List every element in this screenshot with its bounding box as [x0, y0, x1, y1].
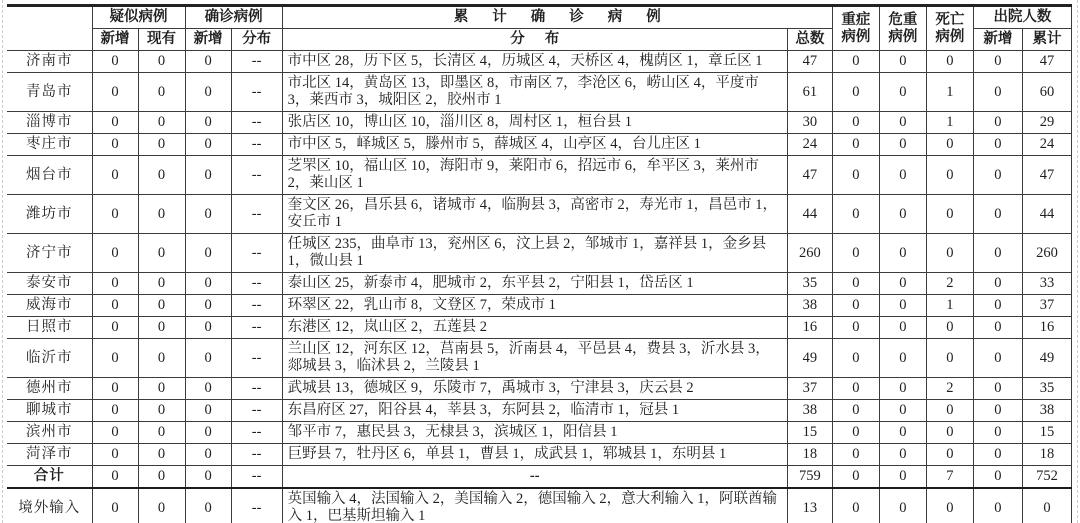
severe-cases-cell: 0	[832, 51, 879, 73]
critical-cases-cell: 0	[879, 317, 926, 339]
table-row	[7, 295, 1072, 317]
confirmed-new-cell: 0	[185, 273, 231, 295]
death-cases-cell: 0	[926, 317, 973, 339]
suspected-current-cell: 0	[138, 295, 185, 317]
cumulative-total-cell: 38	[787, 295, 832, 317]
cumulative-distribution-cell: 芝罘区 10，福山区 10，海阳市 9，莱阳市 6，招远市 6，牟平区 3，莱州市 2，莱山区 1	[282, 156, 787, 195]
suspected-current-cell: 0	[138, 134, 185, 156]
suspected-current-cell: 0	[138, 273, 185, 295]
death-cases-cell: 0	[926, 156, 973, 195]
table-body	[7, 51, 1072, 523]
severe-cases-cell: 0	[832, 317, 879, 339]
confirmed-distribution-cell: --	[231, 273, 282, 295]
cumulative-distribution-cell: 兰山区 12，河东区 12，莒南县 5，沂南县 4，平邑县 4，费县 3，沂水县 3，郯城县 3，临沭县 2，兰陵县 1	[282, 339, 787, 378]
suspected-new-cell: 0	[92, 134, 138, 156]
severe-cases-cell: 0	[832, 400, 879, 422]
confirmed-distribution-cell: --	[231, 488, 282, 523]
suspected-new-cell: 0	[92, 317, 138, 339]
critical-cases-cell: 0	[879, 488, 926, 523]
confirmed-new-cell: 0	[185, 317, 231, 339]
death-cases-cell: 1	[926, 295, 973, 317]
table-row	[7, 195, 1072, 234]
suspected-current-cell: 0	[138, 422, 185, 444]
suspected-current-cell: 0	[138, 378, 185, 400]
region-cell: 聊城市	[7, 400, 92, 422]
region-cell: 青岛市	[7, 73, 92, 112]
critical-cases-cell: 0	[879, 400, 926, 422]
region-cell: 潍坊市	[7, 195, 92, 234]
cumulative-distribution-cell: 泰山区 25，新泰市 4，肥城市 2，东平县 2，宁阳县 1，岱岳区 1	[282, 273, 787, 295]
confirmed-new-cell: 0	[185, 112, 231, 134]
severe-cases-cell: 0	[832, 195, 879, 234]
suspected-current-cell: 0	[138, 317, 185, 339]
cumulative-total-cell: 47	[787, 156, 832, 195]
confirmed-distribution-cell: --	[231, 444, 282, 466]
death-cases-cell: 0	[926, 339, 973, 378]
cumulative-distribution-cell: 巨野县 7，牡丹区 6，单县 1，曹县 1，成武县 1，郓城县 1，东明县 1	[282, 444, 787, 466]
region-cell: 临沂市	[7, 339, 92, 378]
confirmed-distribution-cell: --	[231, 317, 282, 339]
suspected-new-cell: 0	[92, 400, 138, 422]
severe-cases-cell: 0	[832, 295, 879, 317]
subheader-suspected-new: 新增	[92, 29, 138, 51]
discharged-new-cell: 0	[973, 444, 1022, 466]
table-row	[7, 488, 1072, 523]
page-edge-right	[1077, 0, 1078, 523]
cumulative-distribution-cell: 市北区 14，黄岛区 13，即墨区 8，市南区 7，李沧区 6，崂山区 4，平度市 3，莱西市 3，城阳区 2，胶州市 1	[282, 73, 787, 112]
severe-cases-cell: 0	[832, 156, 879, 195]
confirmed-new-cell: 0	[185, 422, 231, 444]
region-cell: 济南市	[7, 51, 92, 73]
table-row	[7, 466, 1072, 489]
critical-cases-cell: 0	[879, 339, 926, 378]
page-edge-left	[2, 0, 3, 523]
cumulative-distribution-cell: 邹平市 7，惠民县 3，无棣县 3，滨城区 1，阳信县 1	[282, 422, 787, 444]
header-cumulative-confirmed-cases: 累计确诊病例	[282, 6, 832, 29]
critical-cases-cell: 0	[879, 73, 926, 112]
discharged-new-cell: 0	[973, 295, 1022, 317]
confirmed-distribution-cell: --	[231, 195, 282, 234]
discharged-new-cell: 0	[973, 51, 1022, 73]
discharged-new-cell: 0	[973, 400, 1022, 422]
subheader-confirmed-distribution: 分布	[231, 29, 282, 51]
subheader-cumulative-total: 总数	[787, 29, 832, 51]
discharged-new-cell: 0	[973, 317, 1022, 339]
discharged-new-cell: 0	[973, 73, 1022, 112]
suspected-current-cell: 0	[138, 488, 185, 523]
death-cases-cell: 0	[926, 134, 973, 156]
suspected-current-cell: 0	[138, 73, 185, 112]
severe-cases-cell: 0	[832, 466, 879, 489]
discharged-new-cell: 0	[973, 488, 1022, 523]
suspected-new-cell: 0	[92, 488, 138, 523]
suspected-new-cell: 0	[92, 273, 138, 295]
confirmed-distribution-cell: --	[231, 339, 282, 378]
cumulative-total-cell: 18	[787, 444, 832, 466]
death-cases-cell: 0	[926, 422, 973, 444]
death-cases-cell: 0	[926, 444, 973, 466]
cumulative-total-cell: 35	[787, 273, 832, 295]
confirmed-new-cell: 0	[185, 295, 231, 317]
suspected-new-cell: 0	[92, 73, 138, 112]
critical-cases-cell: 0	[879, 112, 926, 134]
suspected-new-cell: 0	[92, 195, 138, 234]
confirmed-new-cell: 0	[185, 156, 231, 195]
region-cell: 日照市	[7, 317, 92, 339]
confirmed-new-cell: 0	[185, 444, 231, 466]
critical-cases-cell: 0	[879, 156, 926, 195]
death-cases-cell: 0	[926, 195, 973, 234]
table-row	[7, 73, 1072, 112]
confirmed-distribution-cell: --	[231, 51, 282, 73]
critical-cases-cell: 0	[879, 234, 926, 273]
discharged-cumulative-cell: 47	[1022, 51, 1071, 73]
suspected-new-cell: 0	[92, 339, 138, 378]
cumulative-total-cell: 759	[787, 466, 832, 489]
discharged-cumulative-cell: 18	[1022, 444, 1071, 466]
header-discharged: 出院人数	[973, 6, 1071, 29]
corner-cell	[7, 6, 92, 51]
table-row	[7, 422, 1072, 444]
confirmed-new-cell: 0	[185, 466, 231, 489]
discharged-new-cell: 0	[973, 378, 1022, 400]
table-header	[7, 6, 1072, 51]
discharged-new-cell: 0	[973, 234, 1022, 273]
covid-statistics-table	[7, 4, 1072, 523]
discharged-new-cell: 0	[973, 273, 1022, 295]
subheader-suspected-current: 现有	[138, 29, 185, 51]
suspected-current-cell: 0	[138, 339, 185, 378]
cumulative-total-cell: 44	[787, 195, 832, 234]
region-cell: 烟台市	[7, 156, 92, 195]
cumulative-total-cell: 49	[787, 339, 832, 378]
discharged-cumulative-cell: 29	[1022, 112, 1071, 134]
severe-cases-cell: 0	[832, 73, 879, 112]
cumulative-distribution-cell: 奎文区 26，昌乐县 6，诸城市 4，临朐县 3，高密市 2，寿光市 1，昌邑市 1，安丘市 1	[282, 195, 787, 234]
discharged-cumulative-cell: 47	[1022, 156, 1071, 195]
discharged-new-cell: 0	[973, 422, 1022, 444]
table-row	[7, 134, 1072, 156]
table-row	[7, 317, 1072, 339]
critical-cases-cell: 0	[879, 422, 926, 444]
confirmed-distribution-cell: --	[231, 73, 282, 112]
confirmed-new-cell: 0	[185, 339, 231, 378]
table-row	[7, 378, 1072, 400]
table-row	[7, 112, 1072, 134]
discharged-cumulative-cell: 49	[1022, 339, 1071, 378]
discharged-new-cell: 0	[973, 156, 1022, 195]
discharged-cumulative-cell: 44	[1022, 195, 1071, 234]
cumulative-distribution-cell: 市中区 5，峄城区 5，滕州市 5，薛城区 4，山亭区 4，台儿庄区 1	[282, 134, 787, 156]
severe-cases-cell: 0	[832, 488, 879, 523]
severe-cases-cell: 0	[832, 273, 879, 295]
cumulative-distribution-cell: 英国输入 4，法国输入 2，美国输入 2，德国输入 2，意大利输入 1，阿联酋输入 1，巴基斯坦输入 1	[282, 488, 787, 523]
death-cases-cell: 0	[926, 51, 973, 73]
header-row-groups	[7, 6, 1072, 29]
header-confirmed-cases: 确诊病例	[185, 6, 282, 29]
confirmed-distribution-cell: --	[231, 378, 282, 400]
critical-cases-cell: 0	[879, 51, 926, 73]
severe-cases-cell: 0	[832, 112, 879, 134]
region-cell: 淄博市	[7, 112, 92, 134]
region-cell: 威海市	[7, 295, 92, 317]
critical-cases-cell: 0	[879, 466, 926, 489]
suspected-current-cell: 0	[138, 400, 185, 422]
header-death-cases: 死亡病例	[926, 6, 973, 51]
suspected-current-cell: 0	[138, 156, 185, 195]
suspected-new-cell: 0	[92, 378, 138, 400]
confirmed-distribution-cell: --	[231, 112, 282, 134]
suspected-new-cell: 0	[92, 422, 138, 444]
severe-cases-cell: 0	[832, 134, 879, 156]
cumulative-total-cell: 47	[787, 51, 832, 73]
header-severe-cases: 重症病例	[832, 6, 879, 51]
discharged-new-cell: 0	[973, 466, 1022, 489]
table-row	[7, 234, 1072, 273]
discharged-new-cell: 0	[973, 112, 1022, 134]
cumulative-distribution-cell: --	[282, 466, 787, 489]
suspected-new-cell: 0	[92, 51, 138, 73]
death-cases-cell: 2	[926, 378, 973, 400]
confirmed-new-cell: 0	[185, 378, 231, 400]
death-cases-cell: 7	[926, 466, 973, 489]
death-cases-cell: 1	[926, 73, 973, 112]
severe-cases-cell: 0	[832, 444, 879, 466]
cumulative-distribution-cell: 东昌府区 27，阳谷县 4，莘县 3，东阿县 2，临清市 1，冠县 1	[282, 400, 787, 422]
confirmed-distribution-cell: --	[231, 422, 282, 444]
header-suspected-cases: 疑似病例	[92, 6, 185, 29]
cumulative-total-cell: 30	[787, 112, 832, 134]
critical-cases-cell: 0	[879, 273, 926, 295]
cumulative-distribution-cell: 环翠区 22，乳山市 8，文登区 7，荣成市 1	[282, 295, 787, 317]
region-cell: 滨州市	[7, 422, 92, 444]
confirmed-new-cell: 0	[185, 51, 231, 73]
cumulative-total-cell: 24	[787, 134, 832, 156]
cumulative-distribution-cell: 东港区 12，岚山区 2，五莲县 2	[282, 317, 787, 339]
subheader-discharged-cumulative: 累计	[1022, 29, 1071, 51]
cumulative-total-cell: 13	[787, 488, 832, 523]
region-cell: 菏泽市	[7, 444, 92, 466]
region-cell: 济宁市	[7, 234, 92, 273]
severe-cases-cell: 0	[832, 234, 879, 273]
critical-cases-cell: 0	[879, 378, 926, 400]
suspected-new-cell: 0	[92, 444, 138, 466]
confirmed-new-cell: 0	[185, 400, 231, 422]
cumulative-distribution-cell: 任城区 235，曲阜市 13，兖州区 6，汶上县 2，邹城市 1，嘉祥县 1，金乡县 1，微山县 1	[282, 234, 787, 273]
confirmed-distribution-cell: --	[231, 234, 282, 273]
discharged-cumulative-cell: 15	[1022, 422, 1071, 444]
confirmed-new-cell: 0	[185, 73, 231, 112]
cumulative-distribution-cell: 张店区 10，博山区 10，淄川区 8，周村区 1，桓台县 1	[282, 112, 787, 134]
region-cell: 境外输入	[7, 488, 92, 523]
critical-cases-cell: 0	[879, 295, 926, 317]
death-cases-cell: 2	[926, 273, 973, 295]
discharged-cumulative-cell: 24	[1022, 134, 1071, 156]
discharged-new-cell: 0	[973, 195, 1022, 234]
cumulative-distribution-cell: 市中区 28，历下区 5，长清区 4，历城区 4，天桥区 4，槐荫区 1，章丘区 1	[282, 51, 787, 73]
table-row	[7, 51, 1072, 73]
severe-cases-cell: 0	[832, 422, 879, 444]
suspected-current-cell: 0	[138, 195, 185, 234]
discharged-cumulative-cell: 16	[1022, 317, 1071, 339]
confirmed-distribution-cell: --	[231, 400, 282, 422]
suspected-new-cell: 0	[92, 112, 138, 134]
table-row	[7, 339, 1072, 378]
death-cases-cell: 0	[926, 400, 973, 422]
cumulative-total-cell: 38	[787, 400, 832, 422]
confirmed-distribution-cell: --	[231, 295, 282, 317]
suspected-current-cell: 0	[138, 51, 185, 73]
confirmed-new-cell: 0	[185, 234, 231, 273]
confirmed-new-cell: 0	[185, 488, 231, 523]
discharged-cumulative-cell: 35	[1022, 378, 1071, 400]
critical-cases-cell: 0	[879, 134, 926, 156]
region-cell: 枣庄市	[7, 134, 92, 156]
confirmed-new-cell: 0	[185, 134, 231, 156]
cumulative-total-cell: 61	[787, 73, 832, 112]
region-cell: 泰安市	[7, 273, 92, 295]
table-row	[7, 273, 1072, 295]
table-row	[7, 444, 1072, 466]
confirmed-distribution-cell: --	[231, 134, 282, 156]
cumulative-total-cell: 260	[787, 234, 832, 273]
death-cases-cell: 1	[926, 112, 973, 134]
discharged-new-cell: 0	[973, 134, 1022, 156]
critical-cases-cell: 0	[879, 195, 926, 234]
region-cell: 德州市	[7, 378, 92, 400]
confirmed-distribution-cell: --	[231, 156, 282, 195]
confirmed-distribution-cell: --	[231, 466, 282, 489]
cumulative-distribution-cell: 武城县 13，德城区 9，乐陵市 7，禹城市 3，宁津县 3，庆云县 2	[282, 378, 787, 400]
suspected-current-cell: 0	[138, 466, 185, 489]
discharged-cumulative-cell: 260	[1022, 234, 1071, 273]
discharged-cumulative-cell: 752	[1022, 466, 1071, 489]
header-critical-cases: 危重病例	[879, 6, 926, 51]
suspected-current-cell: 0	[138, 234, 185, 273]
death-cases-cell: 0	[926, 488, 973, 523]
discharged-cumulative-cell: 38	[1022, 400, 1071, 422]
subheader-confirmed-new: 新增	[185, 29, 231, 51]
discharged-cumulative-cell: 33	[1022, 273, 1071, 295]
cumulative-total-cell: 15	[787, 422, 832, 444]
discharged-cumulative-cell: 60	[1022, 73, 1071, 112]
severe-cases-cell: 0	[832, 339, 879, 378]
discharged-cumulative-cell: 0	[1022, 488, 1071, 523]
suspected-current-cell: 0	[138, 444, 185, 466]
cumulative-total-cell: 37	[787, 378, 832, 400]
suspected-new-cell: 0	[92, 466, 138, 489]
severe-cases-cell: 0	[832, 378, 879, 400]
cumulative-total-cell: 16	[787, 317, 832, 339]
discharged-cumulative-cell: 37	[1022, 295, 1071, 317]
subheader-cumulative-distribution: 分布	[282, 29, 787, 51]
critical-cases-cell: 0	[879, 444, 926, 466]
death-cases-cell: 0	[926, 234, 973, 273]
discharged-new-cell: 0	[973, 339, 1022, 378]
table-row	[7, 400, 1072, 422]
suspected-current-cell: 0	[138, 112, 185, 134]
suspected-new-cell: 0	[92, 234, 138, 273]
suspected-new-cell: 0	[92, 295, 138, 317]
confirmed-new-cell: 0	[185, 195, 231, 234]
table-row	[7, 156, 1072, 195]
subheader-discharged-new: 新增	[973, 29, 1022, 51]
suspected-new-cell: 0	[92, 156, 138, 195]
region-cell: 合计	[7, 466, 92, 489]
